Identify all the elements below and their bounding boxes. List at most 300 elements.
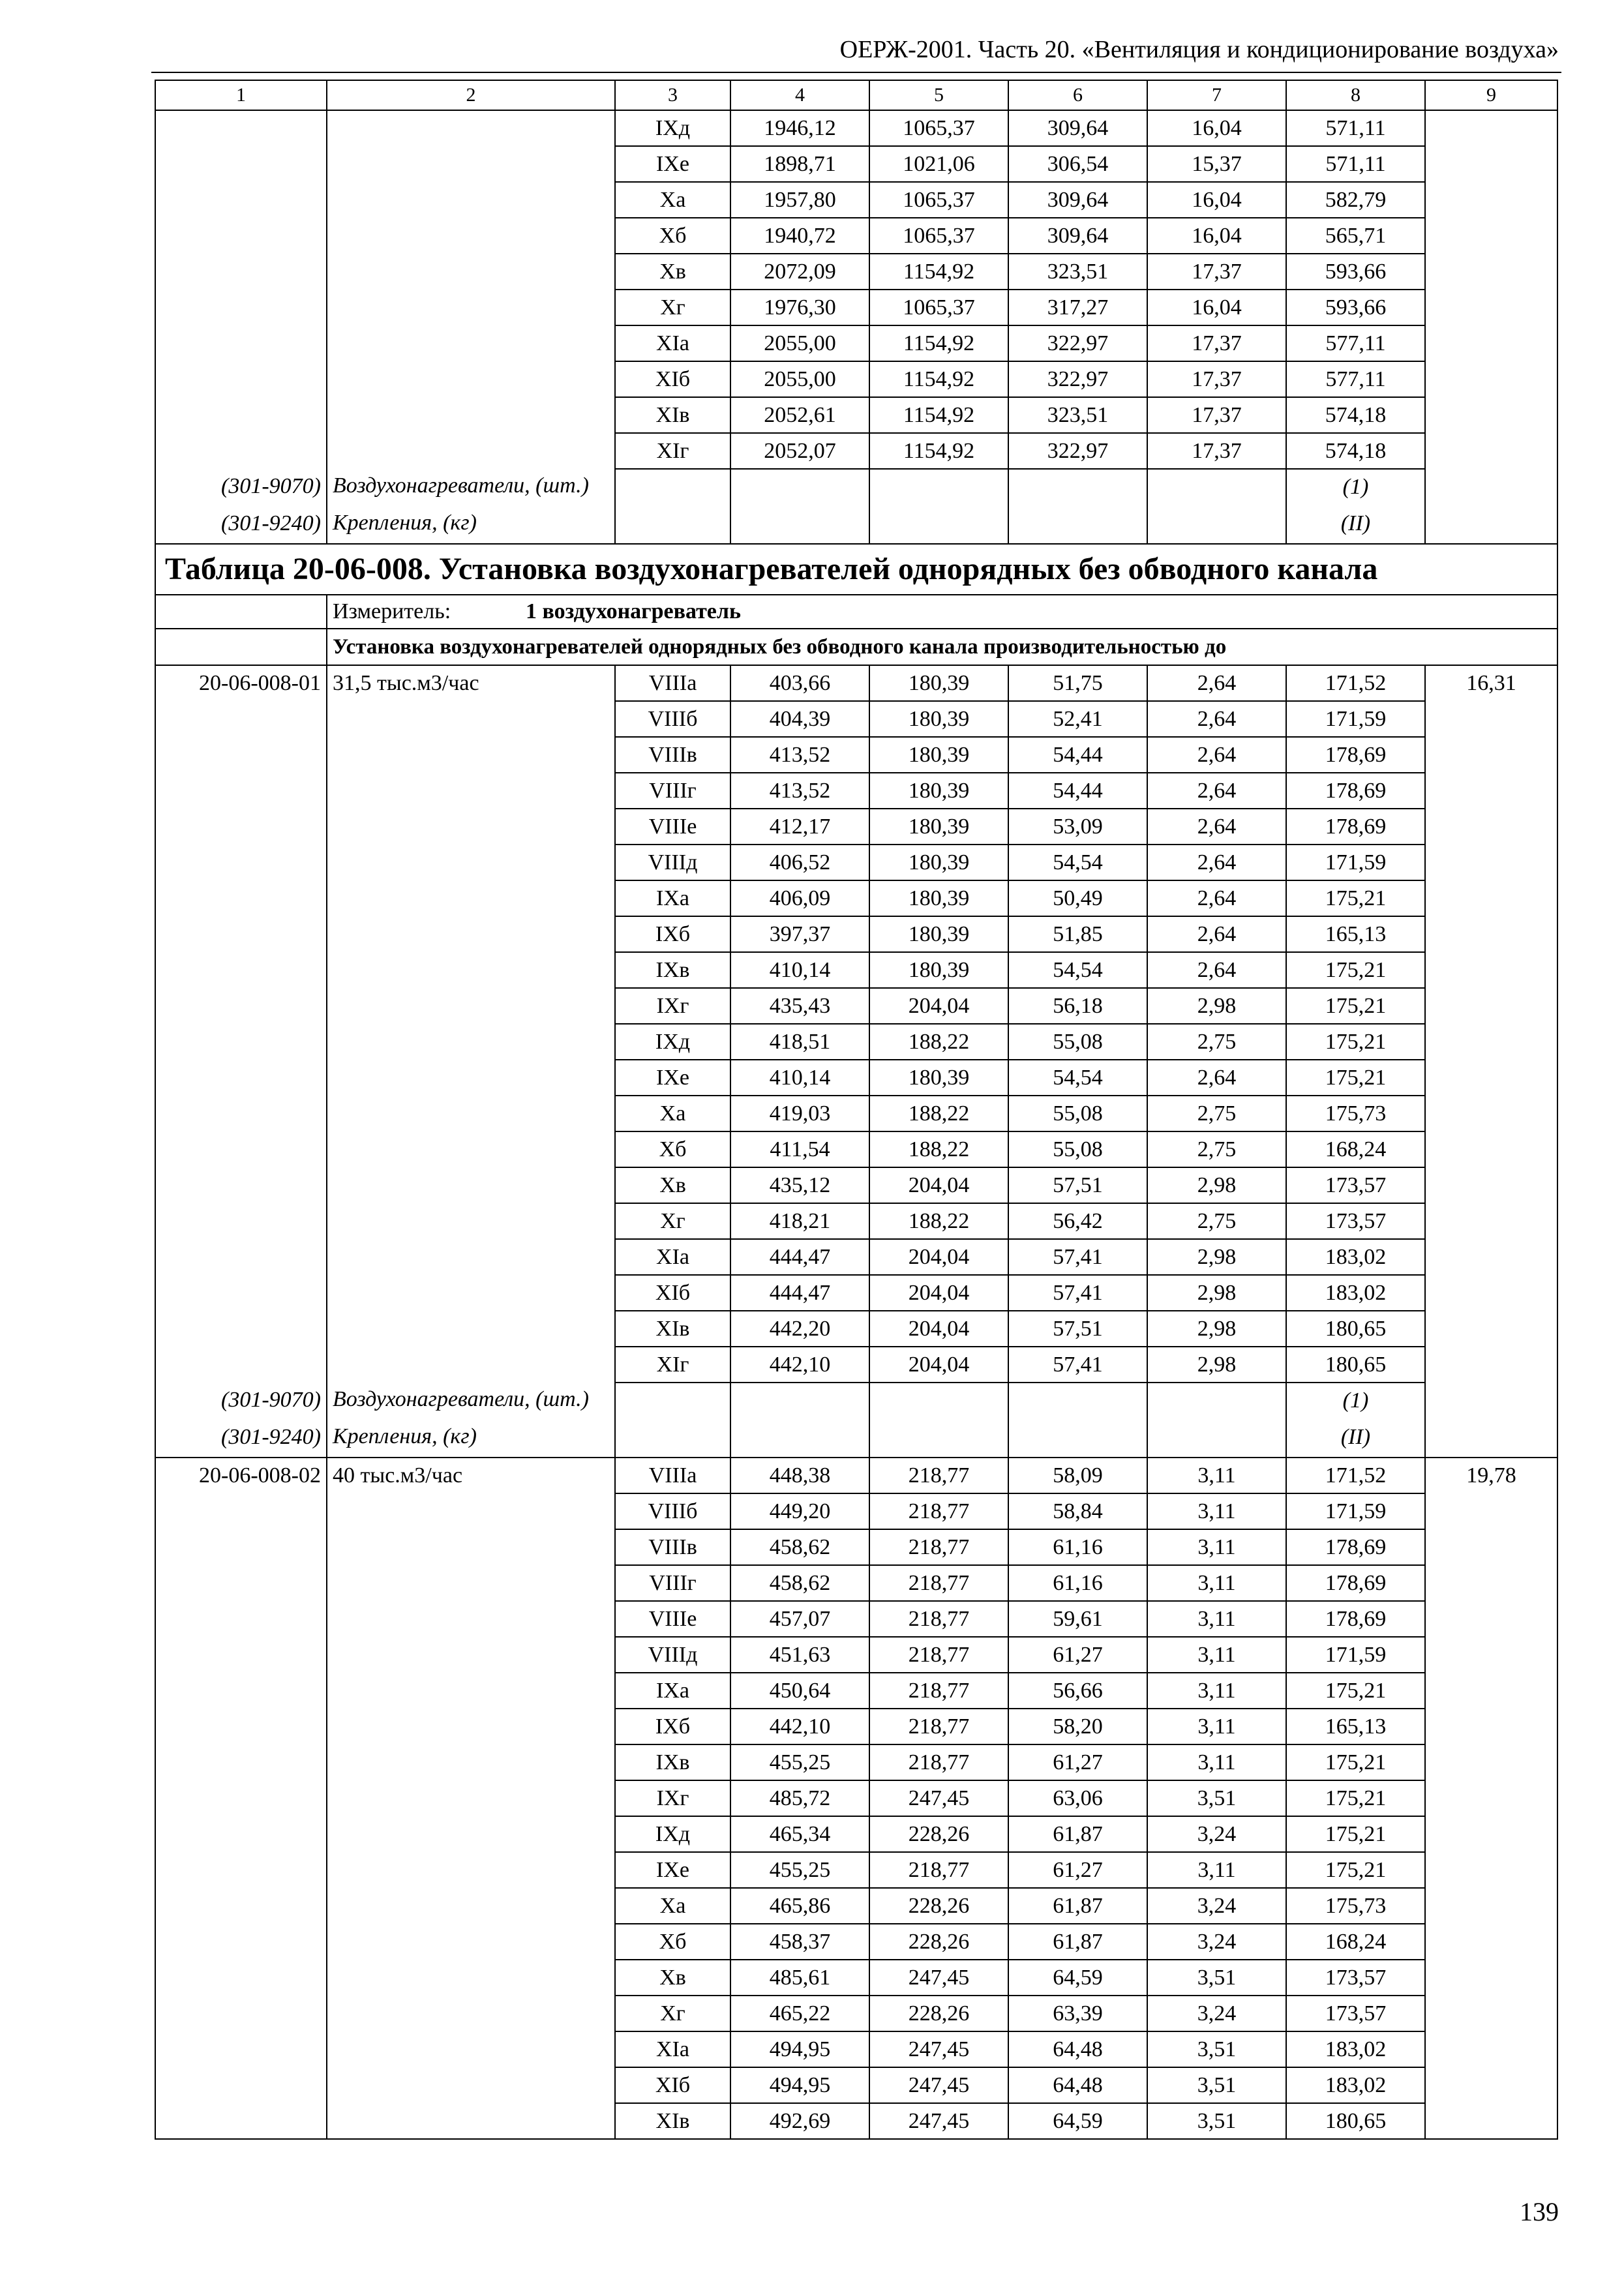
table-row [155,845,1557,880]
value-cell: 419,03 [730,1096,869,1131]
value-cell: 3,11 [1147,1565,1286,1601]
empty-cell [327,809,615,845]
value-cell: 317,27 [1008,290,1147,325]
value-cell: 442,20 [730,1311,869,1347]
value-cell: 218,77 [869,1744,1008,1780]
value-cell: 247,45 [869,2103,1008,2139]
table-row [155,1239,1557,1275]
value-cell: 457,07 [730,1601,869,1637]
value-cell: 2,64 [1147,880,1286,916]
value-cell: 56,42 [1008,1203,1147,1239]
empty-cell [327,701,615,737]
empty-cell [155,1852,327,1888]
value-cell: 574,18 [1286,397,1425,433]
value-cell: 411,54 [730,1131,869,1167]
empty-cell [327,1673,615,1709]
empty-cell [327,952,615,988]
empty-cell [155,1131,327,1167]
empty-cell [1425,809,1557,845]
resource-row [155,469,1557,506]
zone-cell: IXд [615,1024,730,1060]
empty-cell [327,1709,615,1744]
value-cell: 175,21 [1286,988,1425,1024]
value-cell: 188,22 [869,1096,1008,1131]
empty-cell [1147,469,1286,506]
table-row [155,988,1557,1024]
value-cell: 180,39 [869,880,1008,916]
value-cell: 175,21 [1286,1816,1425,1852]
value-cell: 412,17 [730,809,869,845]
table-body [155,80,1557,2139]
table-row [155,1024,1557,1060]
value-cell: 183,02 [1286,2031,1425,2067]
value-cell: 171,59 [1286,1493,1425,1529]
table-row [155,773,1557,809]
empty-cell [155,952,327,988]
zone-cell: VIIIд [615,1637,730,1673]
empty-cell [155,845,327,880]
empty-cell [615,506,730,544]
value-cell: 180,39 [869,845,1008,880]
zone-cell: XIг [615,433,730,469]
zone-cell: XIа [615,2031,730,2067]
value-cell: 175,73 [1286,1096,1425,1131]
table-row [155,665,1557,701]
value-cell: 3,24 [1147,1996,1286,2031]
table-row [155,1275,1557,1311]
empty-cell [155,1275,327,1311]
table-row [155,737,1557,773]
value-cell: 2052,61 [730,397,869,433]
value-cell: 175,21 [1286,952,1425,988]
table-row [155,290,1557,325]
value-cell: 1154,92 [869,254,1008,290]
zone-cell: Xв [615,1167,730,1203]
empty-cell [155,1096,327,1131]
value-cell: 410,14 [730,952,869,988]
value-cell: 410,14 [730,1060,869,1096]
empty-cell [155,361,327,397]
value-cell: 180,39 [869,773,1008,809]
value-cell: 413,52 [730,737,869,773]
column-number: 1 [155,80,327,110]
empty-cell [1425,1960,1557,1996]
value-cell: 218,77 [869,1565,1008,1601]
zone-cell: XIв [615,1311,730,1347]
resource-row [155,1420,1557,1458]
value-cell: 17,37 [1147,254,1286,290]
empty-cell [1008,469,1147,506]
empty-cell [155,1709,327,1744]
resource-name: Воздухонагреватели, (шт.) [327,1383,615,1420]
zone-cell: Xг [615,1996,730,2031]
empty-cell [615,1383,730,1420]
subheading: Установка воздухонагревателей однорядных без обводного канала производительностью до [327,629,1557,665]
value-cell: 218,77 [869,1673,1008,1709]
value-cell: 180,39 [869,1060,1008,1096]
empty-cell [1425,433,1557,469]
empty-cell [155,1996,327,2031]
value-cell: 54,54 [1008,845,1147,880]
empty-cell [155,880,327,916]
zone-cell: Xв [615,1960,730,1996]
zone-cell: XIб [615,2067,730,2103]
value-cell: 204,04 [869,1239,1008,1275]
table-row [155,1816,1557,1852]
empty-cell [327,1275,615,1311]
empty-cell [1425,1565,1557,1601]
value-cell: 61,27 [1008,1637,1147,1673]
empty-cell [1425,1601,1557,1637]
col9-value: 16,31 [1425,665,1557,701]
value-cell: 171,59 [1286,845,1425,880]
value-cell: 63,39 [1008,1996,1147,2031]
table-row [155,1167,1557,1203]
resource-row [155,506,1557,544]
value-cell: 2,75 [1147,1131,1286,1167]
value-cell: 57,51 [1008,1167,1147,1203]
empty-cell [1425,361,1557,397]
table-row [155,254,1557,290]
value-cell: 494,95 [730,2031,869,2067]
value-cell: 2,98 [1147,1347,1286,1383]
table-row [155,182,1557,218]
value-cell: 180,65 [1286,2103,1425,2139]
value-cell: 1065,37 [869,110,1008,146]
empty-cell [155,2103,327,2139]
value-cell: 406,09 [730,880,869,916]
value-cell: 593,66 [1286,254,1425,290]
table-row [155,1060,1557,1096]
value-cell: 2,64 [1147,665,1286,701]
zone-cell: XIб [615,361,730,397]
zone-cell: XIб [615,1275,730,1311]
value-cell: 175,21 [1286,880,1425,916]
value-cell: 1898,71 [730,146,869,182]
value-cell: 175,21 [1286,1744,1425,1780]
empty-cell [615,469,730,506]
value-cell: 3,51 [1147,2031,1286,2067]
column-number: 8 [1286,80,1425,110]
resource-name: Воздухонагреватели, (шт.) [327,469,615,506]
resource-code: (301-9070) [155,469,327,506]
value-cell: 168,24 [1286,1924,1425,1960]
value-cell: 175,21 [1286,1060,1425,1096]
empty-cell [155,1167,327,1203]
table-row [155,1888,1557,1924]
value-cell: 175,73 [1286,1888,1425,1924]
empty-cell [155,1529,327,1565]
value-cell: 2,98 [1147,1311,1286,1347]
empty-cell [327,1960,615,1996]
column-number: 7 [1147,80,1286,110]
empty-cell [1425,1347,1557,1383]
empty-cell [1425,737,1557,773]
value-cell: 418,51 [730,1024,869,1060]
empty-cell [327,988,615,1024]
zone-cell: IXа [615,880,730,916]
value-cell: 2,64 [1147,845,1286,880]
table-row [155,1096,1557,1131]
zone-cell: VIIIе [615,1601,730,1637]
empty-cell [1425,1275,1557,1311]
value-cell: 64,59 [1008,1960,1147,1996]
empty-cell [1425,1529,1557,1565]
empty-cell [155,595,327,629]
zone-cell: Xв [615,254,730,290]
value-cell: 593,66 [1286,290,1425,325]
value-cell: 3,24 [1147,1888,1286,1924]
value-cell: 2,64 [1147,773,1286,809]
value-cell: 218,77 [869,1637,1008,1673]
value-cell: 2052,07 [730,433,869,469]
empty-cell [155,809,327,845]
empty-cell [327,2031,615,2067]
value-cell: 2,98 [1147,1275,1286,1311]
value-cell: 247,45 [869,2067,1008,2103]
value-cell: 228,26 [869,1924,1008,1960]
value-cell: 435,43 [730,988,869,1024]
empty-cell [1425,1888,1557,1924]
value-cell: 16,04 [1147,182,1286,218]
empty-cell [327,361,615,397]
value-cell: 1946,12 [730,110,869,146]
column-number: 4 [730,80,869,110]
empty-cell [327,916,615,952]
item-code: 20-06-008-01 [155,665,327,701]
empty-cell [1425,845,1557,880]
item-code: 20-06-008-02 [155,1458,327,1493]
empty-cell [155,1060,327,1096]
value-cell: 3,11 [1147,1709,1286,1744]
value-cell: 59,61 [1008,1601,1147,1637]
table-row [155,952,1557,988]
value-cell: 171,52 [1286,665,1425,701]
empty-cell [730,1420,869,1458]
value-cell: 3,24 [1147,1924,1286,1960]
value-cell: 485,72 [730,1780,869,1816]
empty-cell [327,1565,615,1601]
value-cell: 1976,30 [730,290,869,325]
value-cell: 53,09 [1008,809,1147,845]
empty-cell [730,506,869,544]
value-cell: 444,47 [730,1239,869,1275]
value-cell: 3,51 [1147,1960,1286,1996]
empty-cell [1425,2067,1557,2103]
empty-cell [327,1167,615,1203]
empty-cell [1008,1383,1147,1420]
value-cell: 54,54 [1008,1060,1147,1096]
zone-cell: IXг [615,988,730,1024]
empty-cell [327,182,615,218]
empty-cell [155,988,327,1024]
value-cell: 418,21 [730,1203,869,1239]
empty-cell [155,110,327,146]
value-cell: 55,08 [1008,1096,1147,1131]
value-cell: 178,69 [1286,773,1425,809]
empty-cell [327,1529,615,1565]
value-cell: 2,64 [1147,809,1286,845]
column-number-row [155,80,1557,110]
empty-cell [327,325,615,361]
empty-cell [327,1852,615,1888]
zone-cell: XIа [615,1239,730,1275]
value-cell: 171,52 [1286,1458,1425,1493]
table-row [155,2103,1557,2139]
rates-table [155,80,1558,2140]
resource-qty: (II) [1286,1420,1425,1458]
value-cell: 309,64 [1008,182,1147,218]
value-cell: 180,65 [1286,1347,1425,1383]
zone-cell: VIIIа [615,1458,730,1493]
empty-cell [155,1960,327,1996]
empty-cell [155,1239,327,1275]
value-cell: 58,84 [1008,1493,1147,1529]
value-cell: 2,64 [1147,1060,1286,1096]
empty-cell [327,290,615,325]
subheading-row [155,629,1557,665]
zone-cell: XIв [615,2103,730,2139]
empty-cell [155,433,327,469]
value-cell: 3,11 [1147,1493,1286,1529]
value-cell: 204,04 [869,1311,1008,1347]
running-header: ОЕРЖ-2001. Часть 20. «Вентиляция и кондиционирование воздуха» [839,36,1559,63]
empty-cell [1425,2031,1557,2067]
value-cell: 247,45 [869,1780,1008,1816]
value-cell: 1957,80 [730,182,869,218]
empty-cell [155,773,327,809]
zone-cell: VIIIб [615,1493,730,1529]
value-cell: 168,24 [1286,1131,1425,1167]
empty-cell [1425,880,1557,916]
value-cell: 397,37 [730,916,869,952]
empty-cell [1425,146,1557,182]
value-cell: 16,04 [1147,290,1286,325]
zone-cell: IXд [615,110,730,146]
empty-cell [1425,1096,1557,1131]
value-cell: 403,66 [730,665,869,701]
column-number: 3 [615,80,730,110]
empty-cell [155,146,327,182]
zone-cell: VIIIг [615,773,730,809]
value-cell: 218,77 [869,1458,1008,1493]
value-cell: 574,18 [1286,433,1425,469]
empty-cell [1008,1420,1147,1458]
zone-cell: Xа [615,1096,730,1131]
empty-cell [1425,218,1557,254]
value-cell: 51,75 [1008,665,1147,701]
zone-cell: IXв [615,952,730,988]
zone-cell: Xб [615,1131,730,1167]
value-cell: 2055,00 [730,361,869,397]
value-cell: 61,87 [1008,1816,1147,1852]
table-row [155,701,1557,737]
empty-cell [1425,254,1557,290]
value-cell: 180,39 [869,737,1008,773]
value-cell: 183,02 [1286,1275,1425,1311]
value-cell: 3,11 [1147,1637,1286,1673]
value-cell: 218,77 [869,1709,1008,1744]
empty-cell [1425,1637,1557,1673]
value-cell: 175,21 [1286,1673,1425,1709]
value-cell: 180,39 [869,665,1008,701]
meter-label: Измеритель: [333,599,451,623]
empty-cell [327,110,615,146]
value-cell: 175,21 [1286,1024,1425,1060]
empty-cell [1425,1420,1557,1458]
empty-cell [1425,1744,1557,1780]
empty-cell [1425,290,1557,325]
meter-row [155,595,1557,629]
value-cell: 2,98 [1147,988,1286,1024]
empty-cell [327,218,615,254]
value-cell: 56,18 [1008,988,1147,1024]
empty-cell [1425,2103,1557,2139]
table-row [155,1709,1557,1744]
zone-cell: IXб [615,1709,730,1744]
value-cell: 247,45 [869,1960,1008,1996]
value-cell: 178,69 [1286,1601,1425,1637]
table-row [155,1565,1557,1601]
resource-name: Крепления, (кг) [327,506,615,544]
empty-cell [155,1601,327,1637]
value-cell: 2,98 [1147,1167,1286,1203]
table-row [155,1601,1557,1637]
value-cell: 1154,92 [869,433,1008,469]
resource-qty: (1) [1286,469,1425,506]
table-row [155,361,1557,397]
empty-cell [155,1024,327,1060]
empty-cell [155,1888,327,1924]
value-cell: 571,11 [1286,110,1425,146]
item-name: 40 тыс.м3/час [327,1458,615,1493]
zone-cell: VIIIг [615,1565,730,1601]
empty-cell [155,325,327,361]
table-row [155,1203,1557,1239]
value-cell: 173,57 [1286,1960,1425,1996]
value-cell: 180,39 [869,809,1008,845]
value-cell: 323,51 [1008,254,1147,290]
table-title: Таблица 20-06-008. Установка воздухонагревателей однорядных без обводного канала [155,544,1557,595]
value-cell: 54,44 [1008,773,1147,809]
zone-cell: XIа [615,325,730,361]
zone-cell: VIIIв [615,737,730,773]
resource-code: (301-9240) [155,506,327,544]
empty-cell [155,1744,327,1780]
column-number: 2 [327,80,615,110]
value-cell: 204,04 [869,988,1008,1024]
resource-qty: (1) [1286,1383,1425,1420]
value-cell: 17,37 [1147,325,1286,361]
value-cell: 3,51 [1147,2067,1286,2103]
empty-cell [1425,1203,1557,1239]
value-cell: 178,69 [1286,1529,1425,1565]
value-cell: 577,11 [1286,361,1425,397]
empty-cell [1425,701,1557,737]
value-cell: 54,54 [1008,952,1147,988]
value-cell: 57,41 [1008,1347,1147,1383]
empty-cell [1425,1024,1557,1060]
value-cell: 309,64 [1008,218,1147,254]
empty-cell [155,1493,327,1529]
table-row [155,2031,1557,2067]
value-cell: 173,57 [1286,1996,1425,2031]
empty-cell [155,1637,327,1673]
value-cell: 2055,00 [730,325,869,361]
empty-cell [1425,916,1557,952]
resource-code: (301-9240) [155,1420,327,1458]
value-cell: 50,49 [1008,880,1147,916]
